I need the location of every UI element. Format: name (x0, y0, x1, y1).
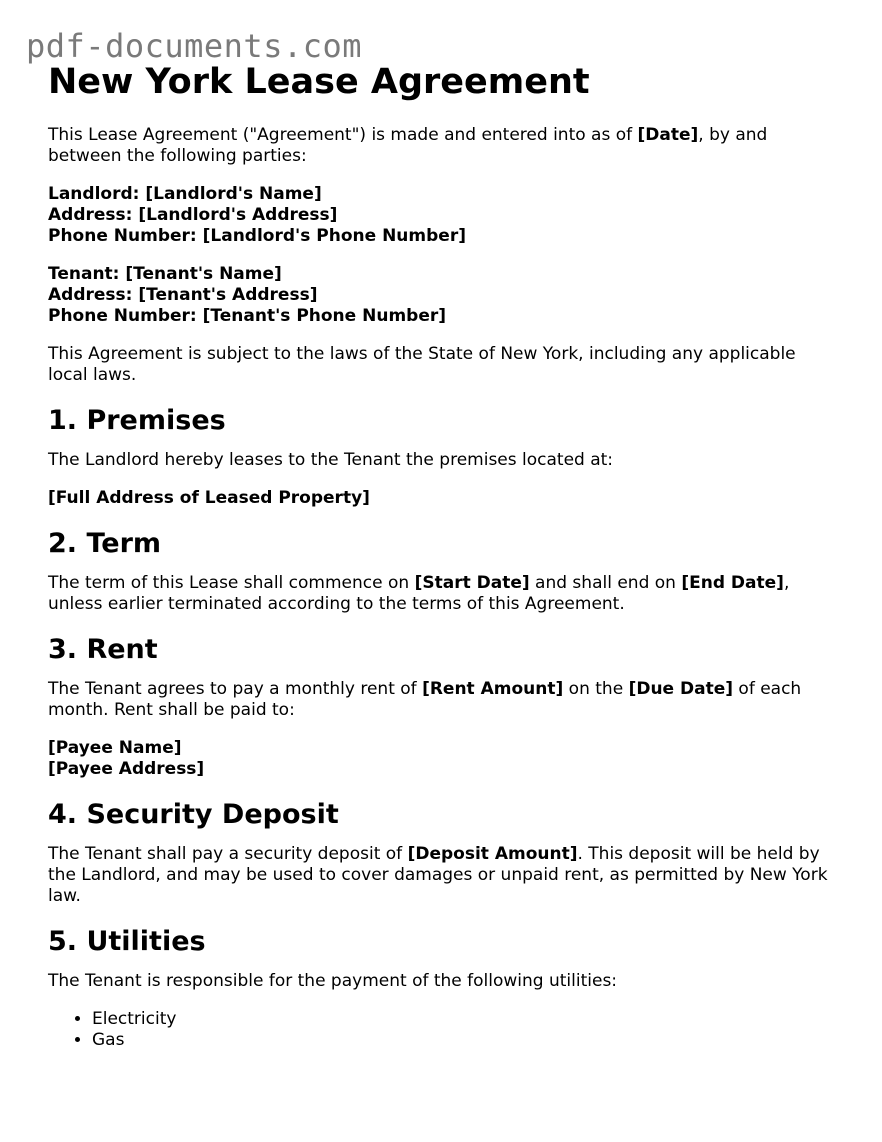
due-date-placeholder: [Due Date] (628, 679, 734, 699)
premises-address-placeholder: [Full Address of Leased Property] (48, 488, 370, 508)
deposit-text: The Tenant shall pay a security deposit of (48, 844, 408, 864)
tenant-block (48, 264, 838, 327)
start-date-placeholder: [Start Date] (414, 573, 530, 593)
rent-text: The Tenant agrees to pay a monthly rent of (48, 679, 423, 699)
document-title: New York Lease Agreement (48, 62, 590, 102)
intro-text: This Lease Agreement ("Agreement") is made and entered into as of (48, 125, 638, 145)
section-heading-rent: 3. Rent (48, 634, 158, 665)
landlord-name: Landlord: [Landlord's Name] (48, 184, 322, 204)
term-text-mid: and shall end on (529, 573, 682, 593)
landlord-block (48, 184, 838, 247)
utilities-list (48, 1009, 838, 1051)
payee-name: [Payee Name] (48, 738, 182, 758)
rent-text-end: of each month. Rent shall be paid to: (48, 679, 802, 720)
rent-amount-placeholder: [Rent Amount] (422, 679, 564, 699)
intro-text-end: , by and between the following parties: (48, 125, 768, 166)
deposit-paragraph (48, 844, 838, 907)
watermark: pdf-documents.com (26, 27, 363, 65)
landlord-address: Address: [Landlord's Address] (48, 205, 338, 225)
end-date-placeholder: [End Date] (681, 573, 784, 593)
section-heading-deposit: 4. Security Deposit (48, 799, 339, 830)
list-item: • Electricity (92, 1009, 838, 1030)
tenant-address: Address: [Tenant's Address] (48, 285, 318, 305)
date-placeholder: [Date] (637, 125, 699, 145)
tenant-phone: Phone Number: [Tenant's Phone Number] (48, 306, 447, 326)
premises-text: The Landlord hereby leases to the Tenant the premises located at: (48, 450, 614, 470)
list-item: • Gas (92, 1030, 838, 1051)
intro-paragraph (48, 125, 838, 167)
landlord-phone: Phone Number: [Landlord's Phone Number] (48, 226, 466, 246)
term-text-end: , unless earlier terminated according to the terms of this Agreement. (48, 573, 790, 614)
section-heading-utilities: 5. Utilities (48, 926, 206, 957)
payee-block (48, 738, 838, 780)
section-heading-premises: 1. Premises (48, 405, 226, 436)
term-text: The term of this Lease shall commence on (48, 573, 415, 593)
payee-address: [Payee Address] (48, 759, 205, 779)
deposit-text-end: . This deposit will be held by the Landlord, and may be used to cover damages or unpaid rent, as permitted by New York law. (48, 844, 828, 906)
document-body (48, 58, 838, 1051)
deposit-amount-placeholder: [Deposit Amount] (407, 844, 578, 864)
rent-paragraph (48, 679, 838, 721)
tenant-name: Tenant: [Tenant's Name] (48, 264, 282, 284)
rent-text-mid: on the (563, 679, 629, 699)
premises-address (48, 488, 838, 509)
utilities-text: The Tenant is responsible for the payment of the following utilities: (48, 971, 618, 991)
term-paragraph (48, 573, 838, 615)
section-heading-term: 2. Term (48, 528, 162, 559)
governing-law-paragraph: This Agreement is subject to the laws of the State of New York, including any applicable local laws. (48, 344, 796, 385)
